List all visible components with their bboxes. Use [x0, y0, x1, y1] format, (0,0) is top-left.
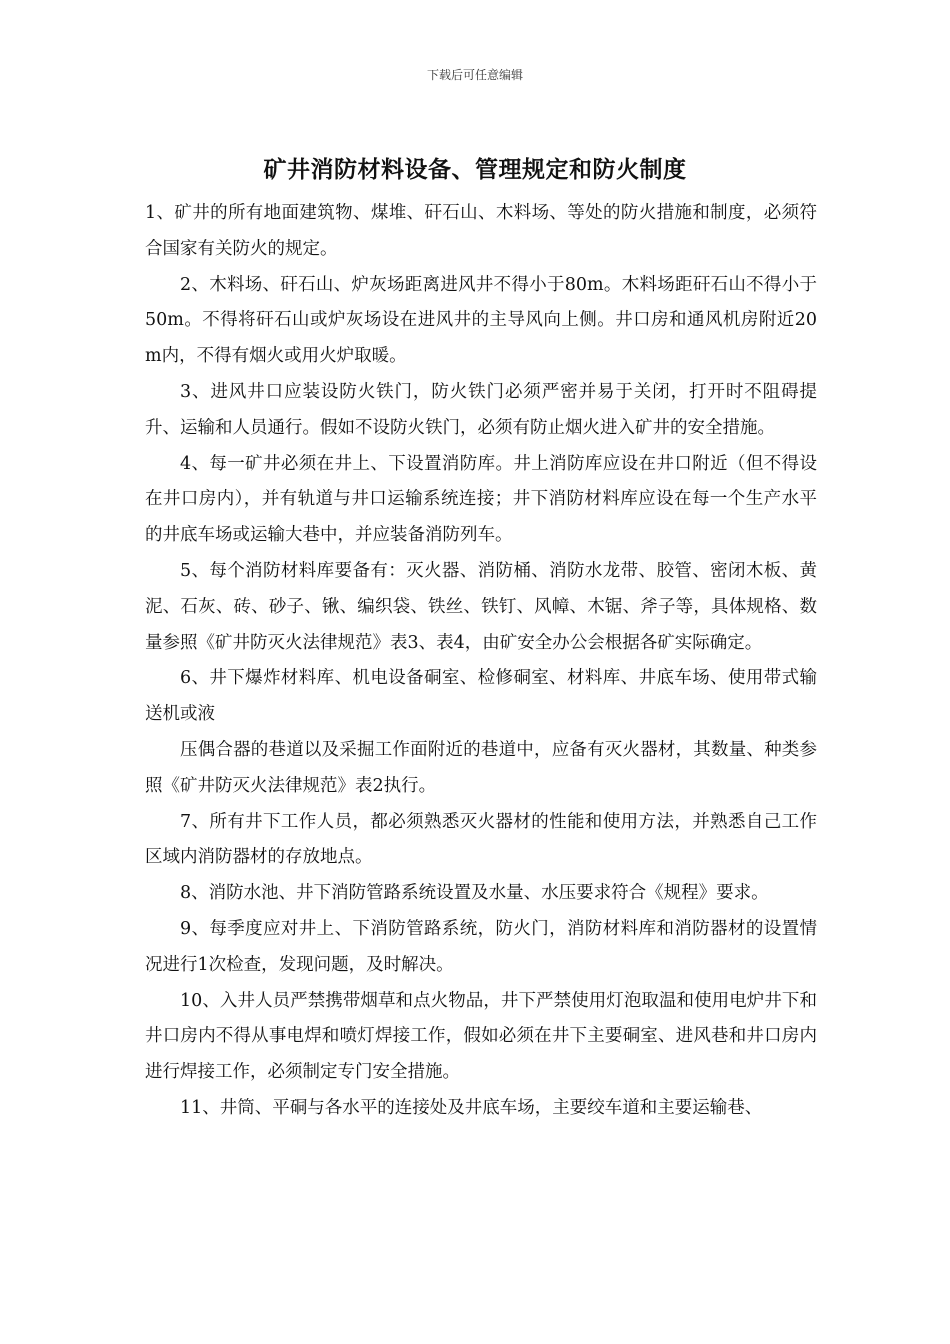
paragraph-8: 8、消防水池、井下消防管路系统设置及水量、水压要求符合《规程》要求。 — [180, 883, 769, 904]
paragraph-9: 9、每季度应对井上、下消防管路系统，防火门，消防材料库和消防器材的设置情况进行1次检查，发现问题，及时解决。 — [145, 918, 817, 975]
paragraph-1: 1、矿井的所有地面建筑物、煤堆、矸石山、木料场、等处的防火措施和制度，必须符合国家有关防火的规定。 — [145, 203, 817, 259]
paragraph-10: 10、入井人员严禁携带烟草和点火物品，井下严禁使用灯泡取温和使用电炉井下和井口房内不得从事电焊和喷灯焊接工作，假如必须在井下主要硐室、进风巷和井口房内进行焊接工作，必须制定专门安全措施。 — [145, 990, 817, 1083]
paragraph-6: 6、井下爆炸材料库、机电设备硐室、检修硐室、材料库、井底车场、使用带式输送机或液 — [145, 668, 817, 725]
paragraph-4: 4、每一矿井必须在井上、下设置消防库。井上消防库应设在井口附近（但不得设在井口房内），并有轨道与井口运输系统连接；井下消防材料库应设在每一个生产水平的井底车场或运输大巷中，并应装备消防列车。 — [145, 453, 817, 546]
paragraph-3: 3、进风井口应装设防火铁门，防火铁门必须严密并易于关闭，打开时不阻碍提升、运输和人员通行。假如不设防火铁门，必须有防止烟火进入矿井的安全措施。 — [145, 381, 817, 438]
paragraph-5: 5、每个消防材料库要备有：灭火器、消防桶、消防水龙带、胶管、密闭木板、黄泥、石灰、砖、砂子、锹、编织袋、铁丝、铁钉、风幛、木锯、斧子等，具体规格、数量参照《矿井防灭火法律规范》表3、表4，由矿安全办公会根据各矿实际确定。 — [145, 560, 817, 653]
header-note: 下载后可任意编辑 — [426, 68, 523, 82]
document-body — [145, 196, 817, 1127]
paragraph-7: 7、所有井下工作人员，都必须熟悉灭火器材的性能和使用方法，并熟悉自己工作区域内消防器材的存放地点。 — [145, 811, 817, 868]
paragraph-6-continued: 压偶合器的巷道以及采掘工作面附近的巷道中，应备有灭火器材，其数量、种类参照《矿井防灭火法律规范》表2执行。 — [145, 739, 817, 796]
paragraph-11: 11、井筒、平硐与各水平的连接处及井底车场，主要绞车道和主要运输巷、 — [180, 1097, 763, 1118]
paragraph-2: 2、木料场、矸石山、炉灰场距离进风井不得小于80m。木料场距矸石山不得小于50m。不得将矸石山或炉灰场设在进风井的主导风向上侧。井口房和通风机房附近20m内，不得有烟火或用火炉取暖。 — [145, 274, 817, 367]
document-title: 矿井消防材料设备、管理规定和防火制度 — [263, 157, 687, 183]
